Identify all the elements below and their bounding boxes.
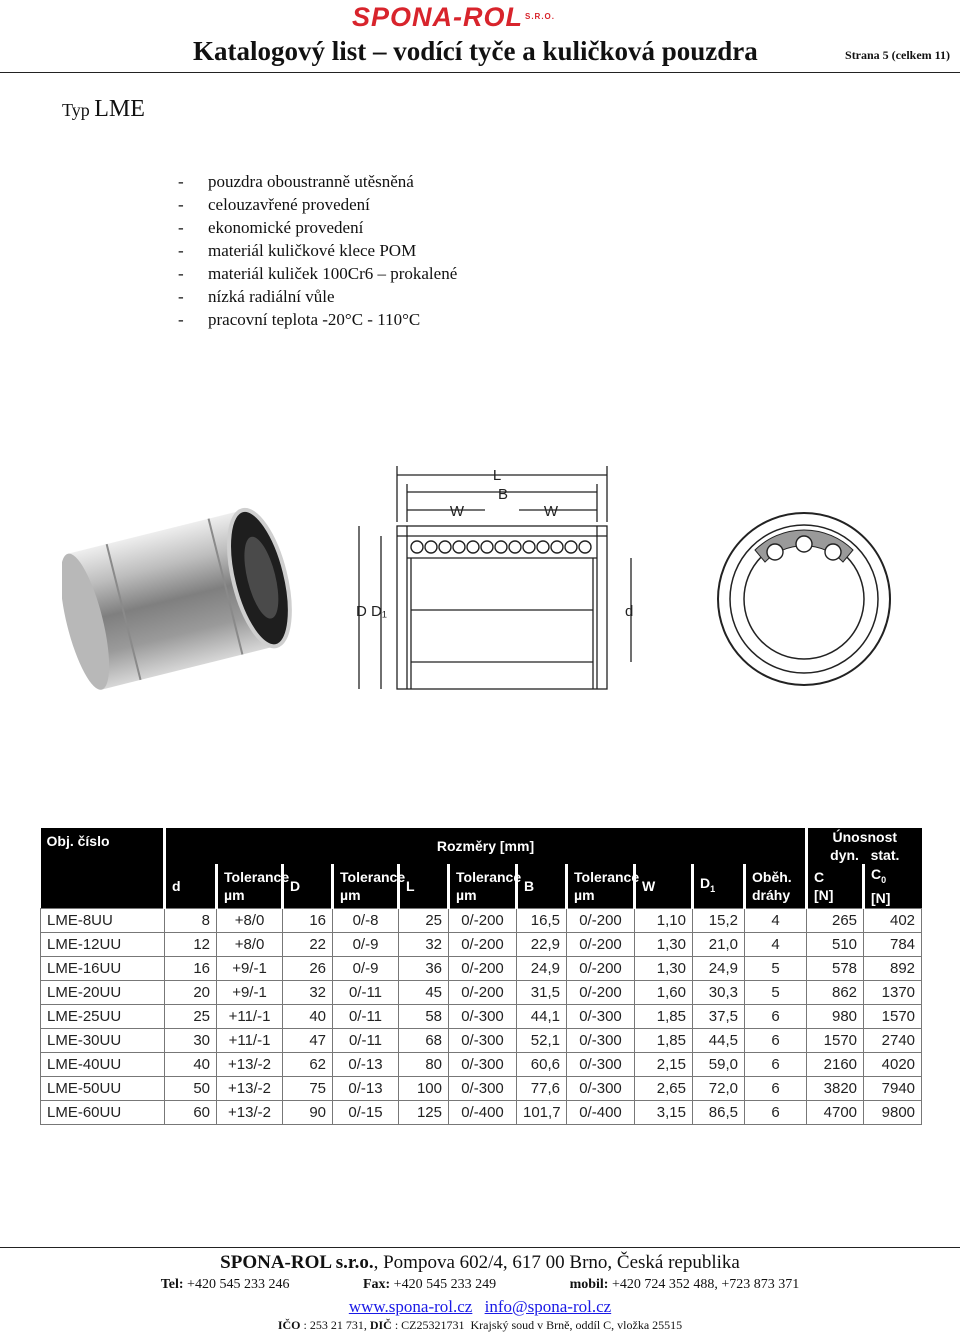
bushing-photo [62,485,322,710]
table-cell: 0/-300 [567,1004,635,1028]
table-cell: 125 [399,1100,449,1124]
table-cell: 0/-9 [333,932,399,956]
table-cell: 1570 [864,1004,922,1028]
table-cell: 60,6 [517,1052,567,1076]
table-cell: 402 [864,908,922,932]
table-cell: +11/-1 [217,1004,283,1028]
table-cell: 1,30 [635,932,693,956]
feature-item: - nízká radiální vůle [178,285,457,308]
footer-contacts: Tel: +420 545 233 246 Fax: +420 545 233 249 mobil: +420 724 352 488, +723 873 371 [160,1277,800,1292]
table-cell: 0/-300 [449,1052,517,1076]
spec-table [40,828,922,1125]
col-header-tol-B: Tolerance µm [567,864,635,908]
table-cell: 86,5 [693,1100,745,1124]
dim-W-label: W [543,503,559,520]
table-row [41,1028,922,1052]
table-cell: 16 [283,908,333,932]
header-divider [0,72,960,73]
table-cell: 60 [165,1100,217,1124]
table-cell: 0/-300 [567,1076,635,1100]
product-code-cell: LME-50UU [41,1076,165,1100]
table-cell: 72,0 [693,1076,745,1100]
feature-item: - celouzavřené provedení [178,193,457,216]
col-header-capacity: Únosnost dyn. stat. [807,828,922,864]
table-cell: 6 [745,1004,807,1028]
table-cell: 22 [283,932,333,956]
table-cell: 1370 [864,980,922,1004]
table-cell: 16 [165,956,217,980]
dim-D-label: D [356,603,367,620]
table-cell: 980 [807,1004,864,1028]
col-header-circuits: Oběh. dráhy [745,864,807,908]
footer-divider [0,1247,960,1248]
table-cell: 58 [399,1004,449,1028]
table-cell: 44,5 [693,1028,745,1052]
table-cell: 0/-13 [333,1052,399,1076]
table-cell: +9/-1 [217,956,283,980]
table-cell: 0/-300 [449,1028,517,1052]
col-header-D: D [283,864,333,908]
table-cell: 25 [399,908,449,932]
table-cell: 36 [399,956,449,980]
table-cell: 0/-200 [449,980,517,1004]
feature-item: - ekonomické provedení [178,216,457,239]
col-header-dims: Rozměry [mm] [165,828,807,864]
table-cell: 4 [745,908,807,932]
table-cell: 6 [745,1076,807,1100]
table-cell: 1,30 [635,956,693,980]
table-cell: 0/-300 [449,1004,517,1028]
table-cell: 44,1 [517,1004,567,1028]
table-row [41,908,922,932]
table-cell: 77,6 [517,1076,567,1100]
table-cell: 0/-8 [333,908,399,932]
feature-item: - materiál kuličkové klece POM [178,239,457,262]
cross-section-drawing [345,462,655,697]
table-cell: 62 [283,1052,333,1076]
product-code-cell: LME-16UU [41,956,165,980]
table-cell: 2160 [807,1052,864,1076]
table-cell: 578 [807,956,864,980]
table-cell: 2,65 [635,1076,693,1100]
table-row [41,1052,922,1076]
table-cell: 0/-300 [567,1052,635,1076]
table-cell: 8 [165,908,217,932]
website-link[interactable]: www.spona-rol.cz [348,1297,473,1316]
table-cell: 25 [165,1004,217,1028]
table-cell: +8/0 [217,932,283,956]
product-type: Typ LME [62,96,145,122]
col-header-C0: $C_0$ [N] [864,864,922,908]
table-cell: 5 [745,956,807,980]
table-cell: 0/-200 [449,908,517,932]
table-cell: 510 [807,932,864,956]
table-cell: 101,7 [517,1100,567,1124]
table-row [41,1076,922,1100]
table-cell: +11/-1 [217,1028,283,1052]
feature-list [178,170,457,331]
table-row [41,1100,922,1124]
table-cell: 0/-11 [333,980,399,1004]
table-cell: 1570 [807,1028,864,1052]
product-code-cell: LME-40UU [41,1052,165,1076]
table-cell: 80 [399,1052,449,1076]
end-view-drawing [715,510,893,688]
table-cell: 31,5 [517,980,567,1004]
col-header-tol-L: Tolerance µm [449,864,517,908]
table-cell: +13/-2 [217,1100,283,1124]
col-header-W: W [635,864,693,908]
col-header-tol-d: Tolerance µm [217,864,283,908]
table-cell: 0/-15 [333,1100,399,1124]
table-cell: 21,0 [693,932,745,956]
product-code-cell: LME-60UU [41,1100,165,1124]
table-cell: 1,10 [635,908,693,932]
table-cell: 12 [165,932,217,956]
table-cell: 32 [399,932,449,956]
feature-item: - pracovní teplota -20°C - 110°C [178,308,457,331]
table-cell: 47 [283,1028,333,1052]
table-cell: 75 [283,1076,333,1100]
email-link[interactable]: info@spona-rol.cz [484,1297,612,1316]
feature-item: - materiál kuliček 100Cr6 – prokalené [178,262,457,285]
col-header-d: d [165,864,217,908]
table-group-header [41,828,922,864]
footer-registration: IČO : 253 21 731, DIČ : CZ25321731 Krajský soud v Brně, oddíl C, vložka 25515 [277,1318,683,1332]
table-cell: 0/-400 [567,1100,635,1124]
table-cell: 40 [283,1004,333,1028]
table-cell: 22,9 [517,932,567,956]
product-code-cell: LME-8UU [41,908,165,932]
table-cell: 15,2 [693,908,745,932]
col-header-tol-D: Tolerance µm [333,864,399,908]
table-cell: 0/-200 [449,932,517,956]
col-header-B: B [517,864,567,908]
table-cell: 52,1 [517,1028,567,1052]
table-cell: 7940 [864,1076,922,1100]
table-cell: 6 [745,1100,807,1124]
table-cell: +13/-2 [217,1052,283,1076]
table-row [41,980,922,1004]
feature-item: - pouzdra oboustranně utěsněná [178,170,457,193]
table-cell: 6 [745,1052,807,1076]
table-cell: 0/-200 [449,956,517,980]
table-cell: 0/-300 [449,1076,517,1100]
table-cell: 0/-11 [333,1028,399,1052]
footer-links [0,1297,960,1317]
table-cell: 4 [745,932,807,956]
product-code-cell: LME-12UU [41,932,165,956]
col-header-D1: $D_1$ [693,864,745,908]
spec-table-body [41,908,922,1124]
table-cell: 0/-200 [567,956,635,980]
table-row [41,932,922,956]
table-cell: 5 [745,980,807,1004]
table-cell: 265 [807,908,864,932]
table-cell: 784 [864,932,922,956]
table-cell: 30,3 [693,980,745,1004]
table-cell: 0/-200 [567,932,635,956]
table-row [41,1004,922,1028]
table-cell: 24,9 [517,956,567,980]
footer-company: SPONA-ROL s.r.o., Pompova 602/4, 617 00 Brno, Česká republika [220,1252,740,1273]
table-cell: 0/-400 [449,1100,517,1124]
product-code-cell: LME-30UU [41,1028,165,1052]
table-cell: 1,85 [635,1028,693,1052]
table-cell: 0/-200 [567,908,635,932]
table-cell: +8/0 [217,908,283,932]
dim-W-label: W [449,503,465,520]
table-cell: 50 [165,1076,217,1100]
page-number: Strana 5 (celkem 11) [845,48,950,62]
table-cell: 59,0 [693,1052,745,1076]
table-cell: 37,5 [693,1004,745,1028]
product-code-cell: LME-25UU [41,1004,165,1028]
table-cell: 0/-13 [333,1076,399,1100]
product-code-cell: LME-20UU [41,980,165,1004]
dim-d-label: d [625,603,634,620]
col-header-C: C [N] [807,864,864,908]
table-cell: 40 [165,1052,217,1076]
table-row [41,956,922,980]
company-logo: SPONA-ROL $^{S.R.O.}$ [352,2,556,32]
table-cell: +9/-1 [217,980,283,1004]
table-cell: 100 [399,1076,449,1100]
table-cell: 32 [283,980,333,1004]
table-column-header [41,864,922,908]
table-cell: 3,15 [635,1100,693,1124]
table-cell: 1,60 [635,980,693,1004]
dim-L-label: L [492,467,502,484]
table-cell: 2740 [864,1028,922,1052]
table-cell: 1,85 [635,1004,693,1028]
col-header-L: L [399,864,449,908]
table-cell: 0/-200 [567,980,635,1004]
table-cell: 30 [165,1028,217,1052]
table-cell: 24,9 [693,956,745,980]
table-cell: 4020 [864,1052,922,1076]
table-cell: 0/-9 [333,956,399,980]
table-cell: 3820 [807,1076,864,1100]
col-header-obj: Obj. číslo [41,828,165,908]
dim-D1-label: D₁ [371,603,387,620]
table-cell: 45 [399,980,449,1004]
table-cell: 2,15 [635,1052,693,1076]
table-cell: 20 [165,980,217,1004]
table-cell: 90 [283,1100,333,1124]
table-cell: 9800 [864,1100,922,1124]
page-title: Katalogový list – vodící tyče a kuličková pouzdra [193,36,758,66]
dim-B-label: B [497,486,509,503]
table-cell: 862 [807,980,864,1004]
table-cell: 68 [399,1028,449,1052]
table-cell: 16,5 [517,908,567,932]
table-cell: +13/-2 [217,1076,283,1100]
table-cell: 4700 [807,1100,864,1124]
table-cell: 892 [864,956,922,980]
table-cell: 26 [283,956,333,980]
table-cell: 0/-300 [567,1028,635,1052]
table-cell: 6 [745,1028,807,1052]
table-cell: 0/-11 [333,1004,399,1028]
